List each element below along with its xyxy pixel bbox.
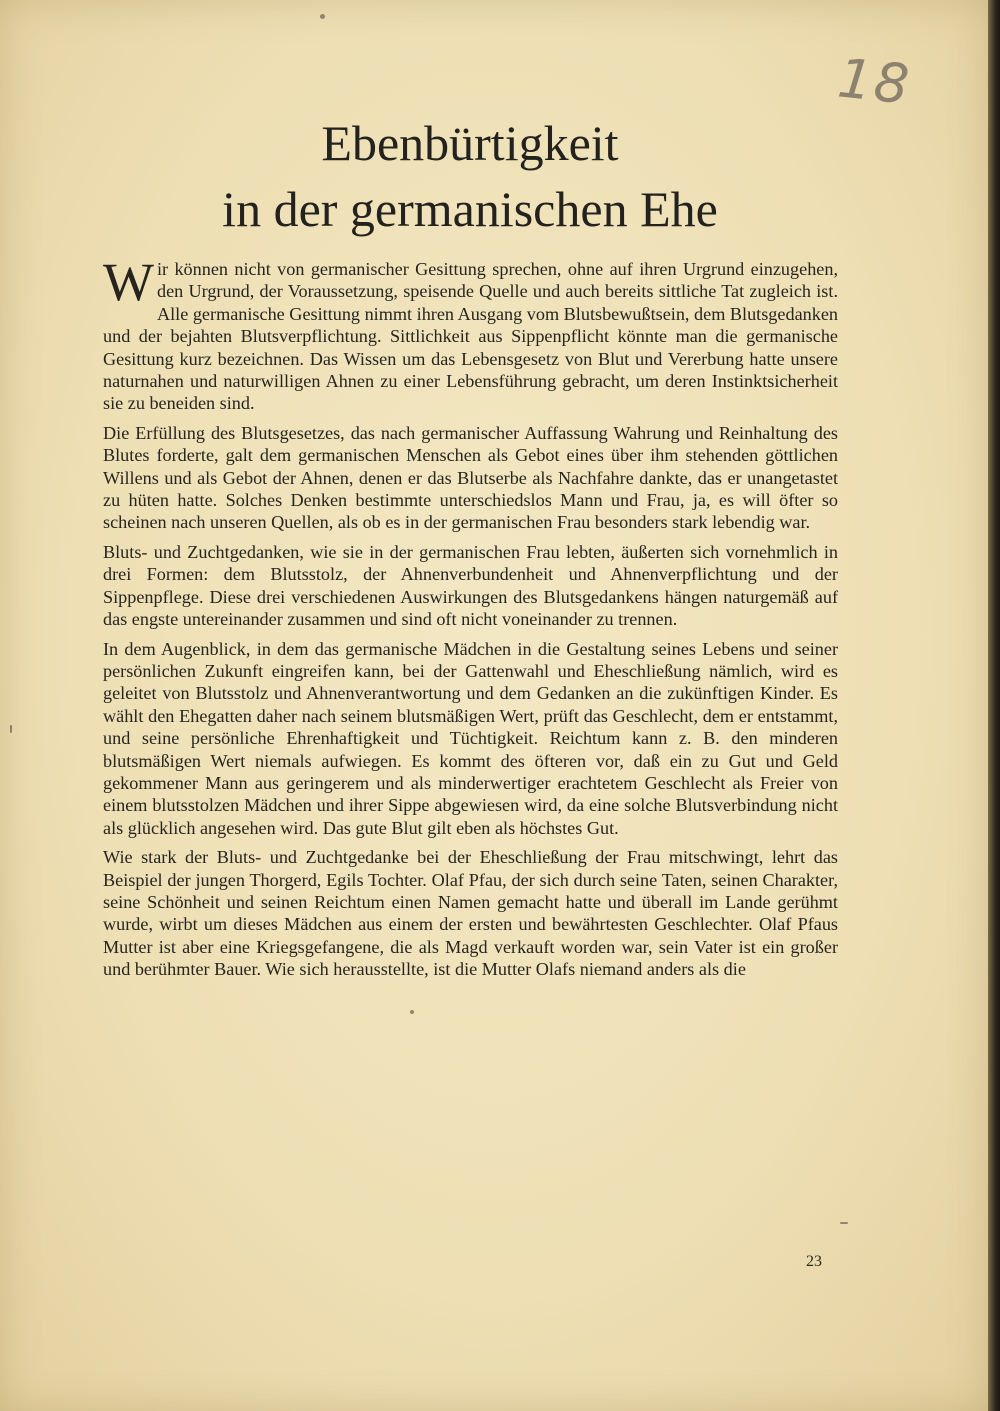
page-number: 23 bbox=[806, 1253, 822, 1270]
page-edge-shadow bbox=[988, 0, 1000, 1411]
chapter-title-line-2: in der germanischen Ehe bbox=[222, 181, 718, 237]
paragraph-2: Die Erfüllung des Blutsgesetzes, das nach germanischer Auffassung Wahrung und Reinhaltung des Blutes forderte, galt dem germanischen Menschen als Gebot eines über ihm stehenden göttlichen Willens und als Gebot der Ahnen, denen er das Blutserbe als Nachfahre dankte, das er unangetastet zu hüten hatte. Solches Denken bestimmte unterschiedslos Mann und Frau, ja, es will öfter so scheinen nach unseren Quellen, als ob es in der germanischen Frau besonders stark lebendig war. bbox=[103, 422, 838, 533]
paper-speck bbox=[10, 725, 12, 733]
paragraph-5: Wie stark der Bluts- und Zuchtgedanke bei der Eheschließung der Frau mitschwingt, lehrt das Beispiel der jungen Thorgerd, Egils Tochter. Olaf Pfau, der sich durch seine Taten, seinen Charakter, seine Schönheit und seinen Reichtum einen Namen gemacht hatte und überall im Lande gerühmt wurde, wirbt um dieses Mädchen aus einem der ersten und bewährtesten Geschlechter. Olaf Pfaus Mutter ist aber eine Kriegsgefangene, die als Magd verkauft worden war, sein Vater ist ein großer und berühmter Bauer. Wie sich herausstellte, ist die Mutter Olafs niemand anders als die bbox=[103, 847, 838, 980]
paper-speck bbox=[410, 1010, 414, 1014]
paper-speck bbox=[320, 14, 325, 19]
paragraph-4: In dem Augenblick, in dem das germanische Mädchen in die Gestaltung seines Lebens und seiner persönlichen Zukunft eingreifen kann, bei der Gattenwahl und Eheschließung nämlich, wird es geleitet von Blutsstolz und Ahnenverantwortung und dem Gedanken an die zukünftigen Kinder. Es wählt den Ehegatten daher nach seinem blutsmäßigen Wert, prüft das Geschlecht, dem er entstammt, und seine persönliche Ehrenhaftigkeit und Tüchtigkeit. Reichtum kann z. B. den minderen blutsmäßigen Wert niemals aufwiegen. Es kommt des öfteren vor, daß ein zu Gut und Geld gekommener Mann aus geringerem und als minderwertiger erachtetem Geschlecht als Freier von einem blutsstolzen Mädchen und ihrer Sippe abgewiesen wird, da eine solche Blutsverbindung nicht als glücklich angesehen wird. Das gute Blut gilt eben als höchstes Gut. bbox=[103, 638, 838, 838]
paragraph-3: Bluts- und Zuchtgedanken, wie sie in der germanischen Frau lebten, äußerten sich vornehmlich in drei Formen: dem Blutsstolz, der Ahnenverbundenheit und Ahnenverpflichtung und der Sippenpflege. Diese drei verschiedenen Auswirkungen des Blutsgedankens hängen naturgemäß auf das engste untereinander zusammen und sind oft nicht voneinander zu trennen. bbox=[103, 541, 838, 630]
paper-speck bbox=[840, 1222, 848, 1224]
handwritten-page-number: 18 bbox=[834, 46, 914, 117]
chapter-title-line-1: Ebenbürtigkeit bbox=[321, 115, 619, 171]
body-text bbox=[103, 252, 838, 988]
paragraph-1: Wir können nicht von germanischer Gesittung sprechen, ohne auf ihren Urgrund einzugehen, den Urgrund, der Voraussetzung, speisende Quelle und auch bereits sittliche Tat zugleich ist. Alle germanische Gesittung nimmt ihren Ausgang vom Blutsbewußtsein, dem Blutsgedanken und der bejahten Blutsverpflichtung. Sittlichkeit aus Sippenpflicht könnte man die germanische Gesittung kurz bezeichnen. Das Wissen um das Lebensgesetz von Blut und Vererbung hatte unsere naturnahen und naturwilligen Ahnen zu einer Lebensführung gebracht, um deren Instinktsicherheit sie zu beneiden sind. bbox=[103, 252, 838, 414]
